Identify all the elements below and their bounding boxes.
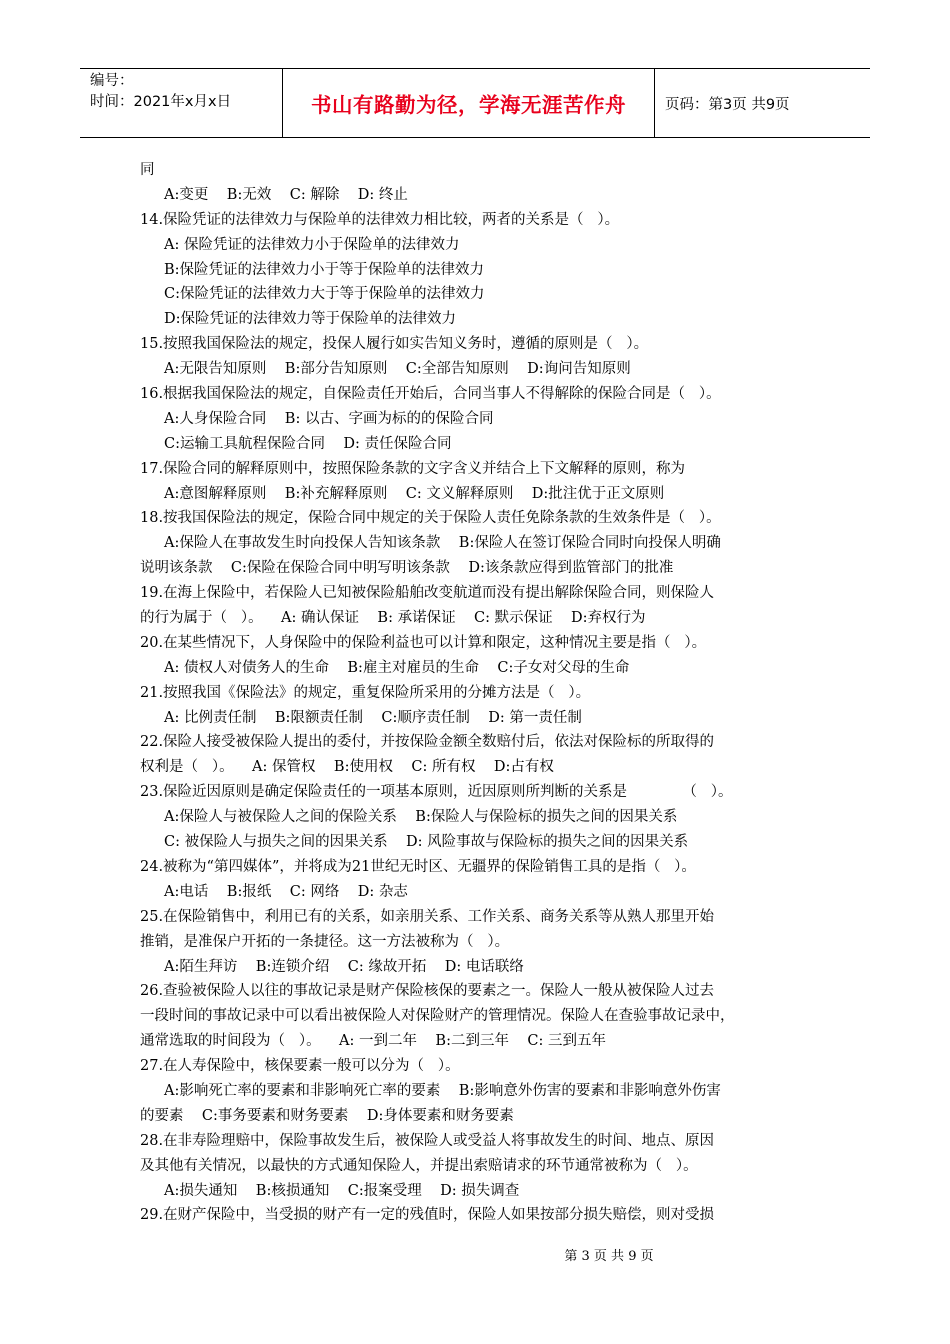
text-line: 24.被称为“第四媒体”，并将成为21世纪无时区、无疆界的保险销售工具的是指（ ）。 bbox=[140, 858, 696, 875]
page-header bbox=[80, 68, 870, 138]
page-footer: 第 3 页 共 9 页 bbox=[564, 1249, 654, 1264]
date-label: 时间：2021年x月x日 bbox=[90, 94, 232, 110]
text-line: A: 债权人对债务人的生命 B:雇主对雇员的生命 C:子女对父母的生命 bbox=[164, 659, 630, 676]
text-line: 18.按我国保险法的规定，保险合同中规定的关于保险人责任免除条款的生效条件是（ ）。 bbox=[140, 510, 721, 527]
text-line: A: 保险凭证的法律效力小于保险单的法律效力 bbox=[164, 236, 460, 253]
text-line: 14.保险凭证的法律效力与保险单的法律效力相比较，两者的关系是（ ）。 bbox=[140, 211, 620, 228]
text-line: A:变更 B:无效 C: 解除 D: 终止 bbox=[164, 186, 408, 203]
serial-label: 编号： bbox=[90, 73, 134, 89]
text-line: A:电话 B:报纸 C: 网络 D: 杂志 bbox=[164, 883, 408, 900]
text-line: 说明该条款 C:保险在保险合同中明写明该条款 D:该条款应得到监管部门的批准 bbox=[140, 560, 674, 577]
motto: 书山有路勤为径，学海无涯苦作舟 bbox=[283, 69, 655, 137]
text-line: 27.在人寿保险中，核保要素一般可以分为（ ）。 bbox=[140, 1058, 460, 1075]
text-line: 的要素 C:事务要素和财务要素 D:身体要素和财务要素 bbox=[140, 1107, 514, 1124]
text-line: 29.在财产保险中，当受损的财产有一定的残值时，保险人如果按部分损失赔偿，则对受损 bbox=[140, 1207, 715, 1224]
text-line: A:陌生拜访 B:连锁介绍 C: 缘故开拓 D: 电话联络 bbox=[164, 958, 524, 975]
text-line: 通常选取的时间段为（ ）。 A: 一到二年 B:二到三年 C: 三到五年 bbox=[140, 1033, 606, 1050]
text-line: 22.保险人接受被保险人提出的委付，并按保险金额全数赔付后，依法对保险标的所取得的 bbox=[140, 734, 715, 751]
text-line: C: 被保险人与损失之间的因果关系 D: 风险事故与保险标的损失之间的因果关系 bbox=[164, 834, 689, 851]
text-line: A: 比例责任制 B:限额责任制 C:顺序责任制 D: 第一责任制 bbox=[164, 709, 582, 726]
text-line: A:影响死亡率的要素和非影响死亡率的要素 B:影响意外伤害的要素和非影响意外伤害 bbox=[164, 1082, 721, 1099]
text-line: A:无限告知原则 B:部分告知原则 C:全部告知原则 D:询问告知原则 bbox=[164, 361, 631, 378]
text-line: 23.保险近因原则是确定保险责任的一项基本原则，近因原则所判断的关系是 （ ）。 bbox=[140, 784, 733, 801]
text-line: A:意图解释原则 B:补充解释原则 C: 文义解释原则 D:批注优于正文原则 bbox=[164, 485, 665, 502]
text-line: 26.查验被保险人以往的事故记录是财产保险核保的要素之一。保险人一般从被保险人过去 bbox=[140, 983, 715, 1000]
text-line: 权利是（ ）。 A: 保管权 B:使用权 C: 所有权 D:占有权 bbox=[140, 759, 554, 776]
text-line: C:保险凭证的法律效力大于等于保险单的法律效力 bbox=[164, 286, 485, 303]
text-line: A:人身保险合同 B: 以古、字画为标的的保险合同 bbox=[164, 410, 494, 427]
text-line: 25.在保险销售中，利用已有的关系，如亲朋关系、工作关系、商务关系等从熟人那里开始 bbox=[140, 908, 715, 925]
text-line: 19.在海上保险中，若保险人已知被保险船舶改变航道而没有提出解除保险合同，则保险人 bbox=[140, 585, 715, 602]
page-indicator: 页码：第3页 共9页 bbox=[665, 96, 790, 113]
text-line: 20.在某些情况下，人身保险中的保险利益也可以计算和限定，这种情况主要是指（ ）。 bbox=[140, 634, 707, 651]
text-line: A:保险人与被保险人之间的保险关系 B:保险人与保险标的损失之间的因果关系 bbox=[164, 809, 678, 826]
text-line: A:保险人在事故发生时向投保人告知该条款 B:保险人在签订保险合同时向投保人明确 bbox=[164, 535, 721, 552]
text-line: 28.在非寿险理赔中，保险事故发生后，被保险人或受益人将事故发生的时间、地点、原因 bbox=[140, 1132, 715, 1149]
text-line: 17.保险合同的解释原则中，按照保险条款的文字含义并结合上下文解释的原则，称为 bbox=[140, 460, 686, 477]
text-line: C:运输工具航程保险合同 D: 责任保险合同 bbox=[164, 435, 452, 452]
document-body bbox=[140, 158, 815, 1228]
text-line: 同 bbox=[140, 162, 155, 178]
text-line: 的行为属于（ ）。 A: 确认保证 B: 承诺保证 C: 默示保证 D:弃权行为 bbox=[140, 610, 646, 627]
text-line: 一段时间的事故记录中可以看出被保险人对保险财产的管理情况。保险人在查验事故记录中， bbox=[140, 1008, 735, 1025]
header-meta bbox=[80, 69, 283, 137]
text-line: 及其他有关情况，以最快的方式通知保险人，并提出索赔请求的环节通常被称为（ ）。 bbox=[140, 1157, 698, 1174]
text-line: 15.按照我国保险法的规定，投保人履行如实告知义务时，遵循的原则是（ ）。 bbox=[140, 336, 649, 353]
text-line: 16.根据我国保险法的规定，自保险责任开始后，合同当事人不得解除的保险合同是（ ）。 bbox=[140, 386, 721, 403]
text-line: 推销，是准保户开拓的一条捷径。这一方法被称为（ ）。 bbox=[140, 933, 510, 950]
text-line: A:损失通知 B:核损通知 C:报案受理 D: 损失调查 bbox=[164, 1182, 520, 1199]
text-line: 21.按照我国《保险法》的规定，重复保险所采用的分摊方法是（ ）。 bbox=[140, 684, 591, 701]
text-line: B:保险凭证的法律效力小于等于保险单的法律效力 bbox=[164, 261, 485, 278]
text-line: D:保险凭证的法律效力等于保险单的法律效力 bbox=[164, 311, 457, 328]
